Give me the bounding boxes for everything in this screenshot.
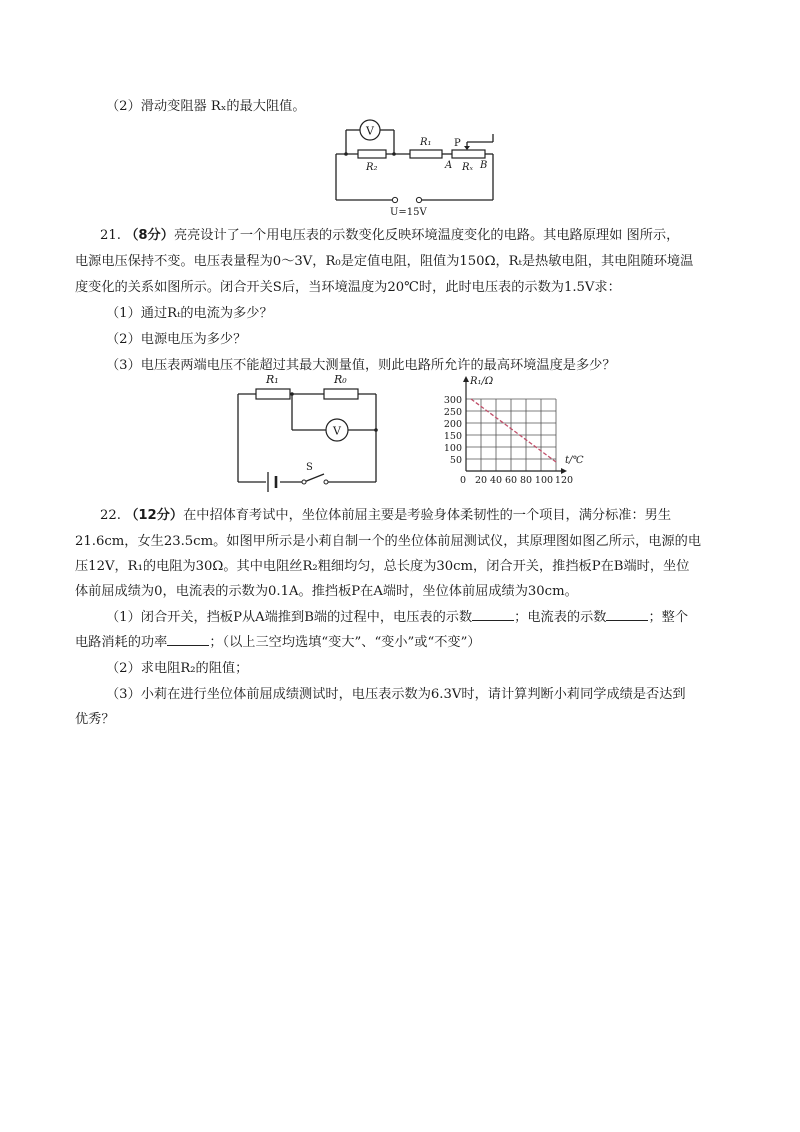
- svg-text:R₀: R₀: [334, 373, 347, 386]
- resistor-r1: [256, 389, 290, 399]
- svg-text:B: B: [480, 160, 488, 171]
- svg-text:V: V: [366, 124, 374, 138]
- q21-score: （8分）: [125, 228, 174, 243]
- resistor-r1: [410, 150, 442, 158]
- svg-text:100: 100: [443, 443, 462, 454]
- svg-text:A: A: [445, 160, 453, 171]
- svg-text:200: 200: [443, 419, 462, 430]
- svg-text:100: 100: [534, 475, 554, 486]
- svg-text:R₁: R₁: [420, 137, 432, 148]
- svg-text:R₂: R₂: [366, 162, 378, 173]
- svg-text:V: V: [333, 424, 341, 438]
- svg-text:20: 20: [474, 475, 488, 486]
- q21-number: 21.: [100, 228, 121, 243]
- q21-line3: 度变化的关系如图所示。闭合开关S后，当环境温度为20℃时，此时电压表的示数为1.5V求：: [75, 280, 621, 295]
- svg-text:80: 80: [519, 475, 533, 486]
- q22-score: （12分）: [125, 508, 184, 523]
- resistor-rx: [452, 150, 485, 158]
- svg-text:300: 300: [443, 395, 462, 406]
- answer-blank-current[interactable]: [606, 608, 648, 621]
- q20-circuit-diagram: [330, 118, 510, 220]
- svg-text:120: 120: [554, 475, 574, 486]
- svg-text:R₁: R₁: [266, 373, 279, 386]
- q22-sub1-line2: 电路消耗的功率 ；（以上三空均选填“变大”、“变小”或“不变”）: [75, 635, 481, 650]
- q22-sub3-line1: （3）小莉在进行坐位体前屈成绩测试时，电压表示数为6.3V时，请计算判断小莉同学成绩是否达到: [106, 687, 686, 702]
- q21-line2: 电源电压保持不变。电压表量程为0～3V，R₀是定值电阻，阻值为150Ω，Rₜ是热敏电阻，其电阻随环境温: [75, 254, 694, 269]
- q21-circuit-diagram: [230, 372, 390, 500]
- svg-text:40: 40: [489, 475, 503, 486]
- q21-sub3: （3）电压表两端电压不能超过其最大测量值，则此电路所允许的最高环境温度是多少？: [106, 358, 616, 373]
- resistance-line: [471, 399, 556, 462]
- svg-text:P: P: [454, 138, 461, 149]
- answer-blank-voltage[interactable]: [472, 608, 514, 621]
- svg-text:60: 60: [504, 475, 518, 486]
- svg-text:250: 250: [443, 407, 462, 418]
- svg-text:150: 150: [443, 431, 462, 442]
- q22-line2: 21.6cm，女生23.5cm。如图甲所示是小莉自制一个的坐位体前屈测试仪，其原理图如图乙所示，电源的电: [75, 534, 702, 549]
- svg-text:S: S: [306, 462, 313, 473]
- q22-line1: 22. （12分）在中招体育考试中，坐位体前屈主要是考验身体柔韧性的一个项目，满分标准：男生: [100, 508, 672, 523]
- q21-line1: 21. （8分）亮亮设计了一个用电压表的示数变化反映环境温度变化的电路。其电路原理如 图所示，: [100, 228, 680, 243]
- svg-text:Rₓ: Rₓ: [462, 162, 474, 173]
- q22-line4: 体前屈成绩为0，电流表的示数为0.1A。推挡板P在A端时，坐位体前屈成绩为30cm。: [75, 584, 578, 599]
- svg-text:U=15V: U=15V: [390, 207, 427, 218]
- q22-sub1-line1: （1）闭合开关，挡板P从A端推到B端的过程中，电压表的示数 ；电流表的示数 ；整个: [106, 610, 689, 625]
- q22-line3: 压12V，R₁的电阻为30Ω。其中电阻丝R₂粗细均匀，总长度为30cm，闭合开关，推挡板P在B端时，坐位: [75, 559, 690, 574]
- resistor-r2: [358, 150, 386, 158]
- svg-text:t/℃: t/℃: [565, 455, 584, 466]
- q21-sub2: （2）电源电压为多少？: [106, 332, 247, 347]
- svg-text:50: 50: [449, 455, 462, 466]
- q22-sub2: （2）求电阻R₂的阻值；: [106, 661, 249, 676]
- q21-sub1: （1）通过Rₜ的电流为多少？: [106, 306, 273, 321]
- terminal-right: [416, 197, 421, 202]
- svg-text:0: 0: [459, 475, 467, 486]
- terminal-left: [392, 197, 397, 202]
- svg-text:R₁/Ω: R₁/Ω: [470, 376, 494, 387]
- q22-sub3-line2: 优秀？: [75, 712, 115, 727]
- resistor-r0: [324, 389, 358, 399]
- q20-part2: （2）滑动变阻器 Rₓ的最大阻值。: [106, 99, 306, 114]
- answer-blank-power[interactable]: [167, 633, 209, 646]
- q21-resistance-temperature-graph: [430, 372, 590, 486]
- q22-number: 22.: [100, 508, 121, 523]
